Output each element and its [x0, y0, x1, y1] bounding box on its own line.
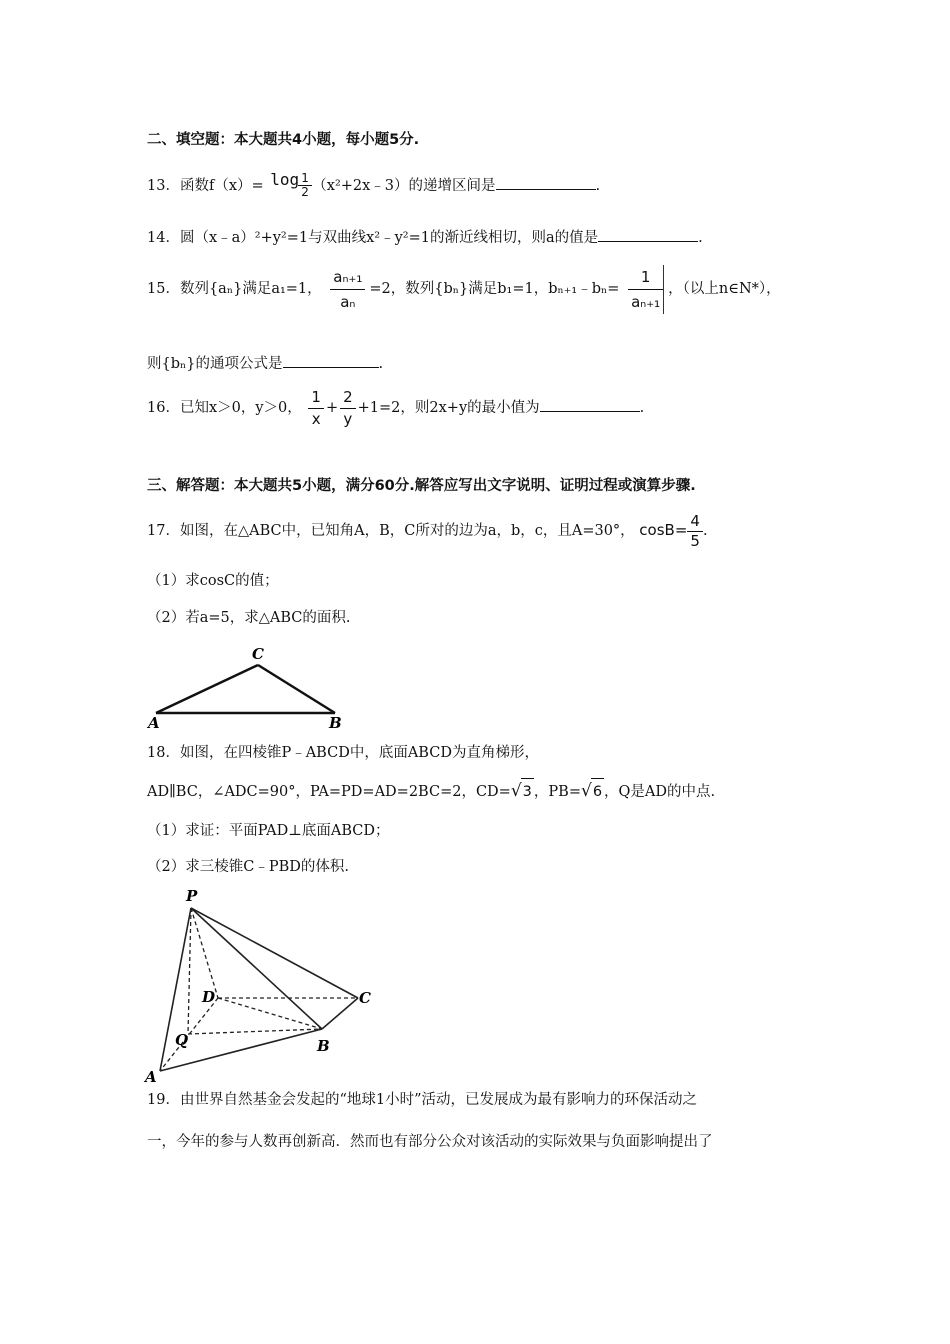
fraction-denominator: 2	[298, 185, 312, 199]
question-19-line2: 一，今年的参与人数再创新高．然而也有部分公众对该活动的实际效果与负面影响提出了	[147, 1134, 713, 1150]
radicand: 3	[521, 778, 534, 805]
question-text: ，PB=	[533, 784, 581, 800]
fraction-1-over-x	[308, 387, 324, 430]
question-number: 17．	[147, 523, 180, 539]
vertex-label-c: C	[359, 989, 371, 1007]
edge-bc	[322, 998, 358, 1029]
vertex-label-b: B	[329, 714, 342, 731]
cos-label: cosB=	[639, 521, 688, 539]
answer-blank[interactable]	[598, 227, 698, 242]
fraction-numerator: 1	[311, 387, 321, 406]
fraction-2-over-y	[340, 387, 356, 430]
question-text: ，（以上n∈N*），	[668, 281, 781, 297]
question-text: 圆（x﹣a）²+y²=1与双曲线x²﹣y²=1的渐近线相切，则a的值是	[179, 230, 599, 246]
question-17-part2: （2）若a=5，求△ABC的面积.	[147, 610, 351, 626]
answer-blank[interactable]	[283, 353, 379, 368]
question-18	[147, 741, 539, 762]
question-number: 13．	[147, 178, 180, 194]
question-18-line2	[147, 778, 715, 804]
log-expression	[268, 166, 312, 206]
question-text: 数列{aₙ}满足a₁=1，	[179, 281, 322, 297]
pyramid-pabcd-figure	[140, 884, 380, 1084]
fraction-numerator: 1	[301, 171, 309, 185]
question-text: 则{bₙ}的通项公式是	[147, 356, 283, 372]
vertex-label-a: A	[145, 1068, 157, 1084]
sqrt-sign: √	[510, 781, 522, 801]
fraction-denominator: aₙ₊₁	[628, 289, 663, 314]
triangle-abc-figure	[142, 643, 342, 731]
side-ac	[156, 665, 258, 713]
fraction-numerator: aₙ₊₁	[333, 267, 363, 286]
question-text: （x²+2x﹣3）的递增区间是	[312, 178, 496, 194]
question-number: 19．	[147, 1092, 180, 1108]
vertex-label-p: P	[186, 887, 198, 905]
question-text: =2，数列{bₙ}满足b₁=1，bₙ₊₁﹣bₙ=	[369, 281, 620, 297]
question-13	[147, 166, 600, 206]
vertex-label-d: D	[202, 988, 216, 1006]
question-text: +1=2，则2x+y的最小值为	[357, 400, 540, 416]
question-number: 15．	[147, 281, 180, 297]
question-16	[147, 384, 644, 432]
question-14	[147, 226, 703, 247]
question-text: AD∥BC，∠ADC=90°，PA=PD=AD=2BC=2，CD=	[147, 784, 511, 800]
log-base-fraction	[298, 172, 312, 199]
vertex-label-a: A	[148, 714, 160, 731]
edge-qb	[188, 1029, 322, 1034]
question-19	[147, 1088, 697, 1109]
plus-sign: +	[325, 400, 339, 416]
period: .	[698, 230, 703, 246]
vertex-label-c: C	[252, 645, 264, 663]
question-text: 由世界自然基金会发起的“地球1小时”活动，已发展成为最有影响力的环保活动之	[179, 1092, 698, 1108]
fraction-denominator: aₙ	[330, 289, 365, 314]
log-text: log	[270, 170, 300, 189]
question-18-part1: （1）求证：平面PAD⊥底面ABCD；	[147, 823, 390, 839]
edge-db	[218, 998, 322, 1029]
difference-fraction	[628, 265, 664, 314]
cos-fraction	[687, 512, 703, 551]
answer-blank[interactable]	[496, 175, 596, 190]
question-text: 函数f（x）=	[179, 178, 264, 194]
fraction-numerator: 4	[690, 511, 700, 530]
question-15-line2	[147, 352, 383, 373]
question-number: 16．	[147, 400, 180, 416]
vertex-label-q: Q	[175, 1031, 189, 1049]
vertex-label-b: B	[317, 1037, 330, 1055]
question-text: 如图，在△ABC中，已知角A，B，C所对的边为a，b，c，且A=30°，	[179, 523, 635, 539]
period: .	[595, 178, 601, 194]
question-number: 14．	[147, 230, 180, 246]
sqrt-sign: √	[580, 781, 592, 801]
side-bc	[258, 665, 335, 713]
question-15	[147, 262, 781, 316]
question-17	[147, 508, 708, 552]
fraction-denominator: x	[308, 408, 324, 430]
fraction-numerator: 1	[640, 267, 651, 286]
fraction-denominator: 5	[687, 531, 703, 551]
question-text: 如图，在四棱锥P﹣ABCD中，底面ABCD为直角梯形，	[179, 745, 539, 761]
edge-pq	[188, 908, 191, 1034]
period: .	[378, 356, 384, 372]
question-18-part2: （2）求三棱锥C﹣PBD的体积.	[147, 859, 349, 875]
fraction-numerator: 2	[343, 387, 353, 406]
fraction-denominator: y	[340, 408, 356, 430]
section-heading-solutions: 三、解答题：本大题共5小题，满分60分.解答应写出文字说明、证明过程或演算步骤.	[147, 478, 696, 494]
period: .	[639, 400, 645, 416]
question-number: 18．	[147, 745, 180, 761]
question-17-part1: （1）求cosC的值；	[147, 573, 279, 589]
radicand: 6	[591, 778, 604, 805]
period: .	[702, 523, 708, 539]
answer-blank[interactable]	[540, 397, 640, 412]
question-text: 已知x＞0，y＞0，	[179, 400, 302, 416]
ratio-fraction	[330, 265, 365, 314]
section-heading-fill-in: 二、填空题：本大题共4小题，每小题5分.	[147, 132, 420, 148]
question-text: ，Q是AD的中点.	[604, 784, 716, 800]
